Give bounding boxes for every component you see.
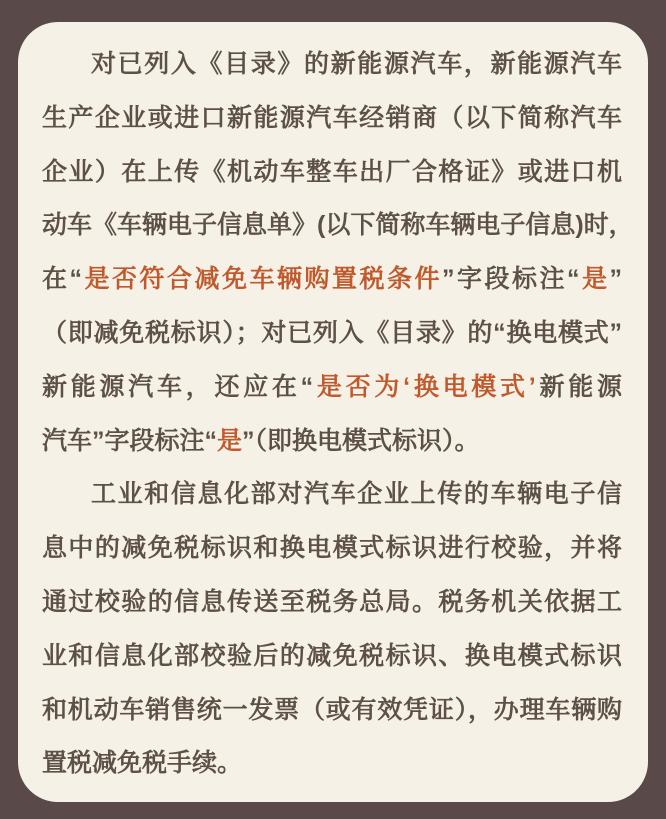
text-line bbox=[42, 307, 622, 361]
highlighted-text: 是否为‘换电模式’ bbox=[313, 372, 536, 401]
text-segment: 置税减免税手续。 bbox=[42, 749, 243, 778]
text-line bbox=[42, 199, 634, 253]
highlighted-text: 是 bbox=[579, 265, 610, 294]
text-line bbox=[42, 38, 622, 92]
text-line bbox=[42, 684, 622, 738]
text-line bbox=[42, 522, 622, 576]
text-segment: 通过校验的信息传送至税务总局。税务机关依据工 bbox=[42, 587, 622, 616]
text-line bbox=[42, 737, 622, 791]
text-line bbox=[42, 253, 622, 307]
text-segment: 和机动车销售统一发票（或有效凭证），办理车辆购 bbox=[42, 695, 622, 724]
text-line bbox=[42, 468, 622, 522]
text-segment: 在“ bbox=[42, 265, 82, 294]
text-segment: 业和信息化部校验后的减免税标识、换电模式标识 bbox=[42, 641, 622, 670]
text-segment: ”（即换电模式标识）。 bbox=[242, 426, 480, 455]
text-line bbox=[42, 630, 622, 684]
text-segment: 汽车”字段标注“ bbox=[42, 426, 218, 455]
text-line bbox=[42, 415, 622, 469]
text-line bbox=[42, 361, 622, 415]
text-segment: 新能源 bbox=[535, 372, 622, 401]
article-text bbox=[42, 38, 634, 791]
highlighted-text: 是 bbox=[217, 426, 243, 455]
text-segment: 企业）在上传《机动车整车出厂合格证》或进口机 bbox=[42, 157, 622, 186]
text-segment: 动车《车辆电子信息单》(以下简称车辆电子信息)时， bbox=[42, 211, 634, 240]
text-segment: 对已列入《目录》的新能源汽车，新能源汽车 bbox=[91, 50, 622, 78]
text-line bbox=[42, 146, 622, 200]
text-segment: 工业和信息化部对汽车企业上传的车辆电子信 bbox=[91, 480, 622, 509]
text-segment: 新能源汽车，还应在“ bbox=[42, 372, 314, 401]
content-card bbox=[18, 22, 648, 802]
text-segment: 生产企业或进口新能源汽车经销商（以下简称汽车 bbox=[42, 103, 622, 132]
text-line bbox=[42, 576, 622, 630]
text-segment: （即减免税标识）；对已列入《目录》的“换电模式” bbox=[42, 318, 622, 347]
text-line bbox=[42, 92, 622, 146]
highlighted-text: 是否符合减免车辆购置税条件 bbox=[82, 265, 442, 294]
text-segment: ” bbox=[609, 265, 622, 294]
text-segment: ”字段标注“ bbox=[441, 265, 580, 294]
text-segment: 息中的减免税标识和换电模式标识进行校验，并将 bbox=[42, 534, 622, 563]
